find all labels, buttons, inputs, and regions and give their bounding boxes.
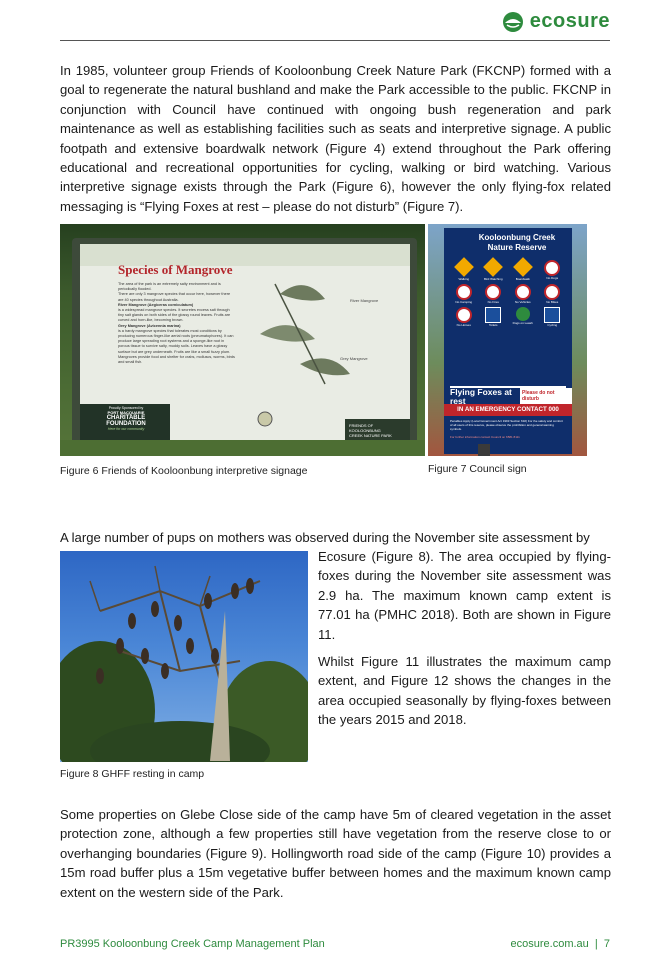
final-paragraph-block xyxy=(60,805,611,902)
funder-line: PORT MACQUARIE xyxy=(107,410,145,415)
boardwalk-icon: Boardwalk xyxy=(509,260,537,281)
toilets-icon: Toilets xyxy=(480,307,508,327)
sign-title: Species of Mangrove xyxy=(118,262,233,277)
para2-line: Ecosure (Figure 8). The area occupied by flying- xyxy=(318,549,611,564)
figure8-photo xyxy=(60,551,308,762)
friends-line: KOOLOONBUNG xyxy=(349,428,381,433)
flying-foxes-at-rest: Flying Foxes at rest xyxy=(450,387,512,406)
please-do-not-disturb: Please do not disturb xyxy=(522,390,555,402)
no-fires-icon: No Fires xyxy=(480,284,508,304)
header-divider xyxy=(60,40,610,41)
cycling-icon: Cycling xyxy=(539,307,567,327)
logo-text: ecosure xyxy=(529,10,610,32)
funder-line: FOUNDATION xyxy=(106,421,146,427)
dogs-on-leash-icon: Dogs on Leash xyxy=(509,307,537,327)
no-dogs-icon: No Dogs xyxy=(539,260,567,281)
emergency-contact: IN AN EMERGENCY CONTACT 000 xyxy=(457,406,559,413)
council-icon-grid xyxy=(450,260,566,327)
friends-line: CREEK NATURE PARK xyxy=(349,433,392,438)
para2-line: 2.9 ha. The maximum known camp extent is xyxy=(318,587,611,603)
para3-line: the years 2015 and 2018. xyxy=(318,712,467,728)
sign-line: The area of the park is an extremely salty environment and is periodically flooded. xyxy=(118,282,221,292)
council-title-line: Kooloonbung Creek xyxy=(478,233,556,242)
ecosure-leaf-icon xyxy=(502,11,524,33)
friends-line: FRIENDS OF xyxy=(349,423,374,428)
intro-paragraph-block xyxy=(60,61,611,216)
para3-block xyxy=(318,652,611,730)
figure6-caption: Figure 6 Friends of Kooloonbung interpretive signage xyxy=(60,465,308,477)
sign-line: is a widespread mangrove species. It secretes excess salt through tiny salt glands on both sides of the glossy round leaves. Fruits are curved and horn-like, becoming brown. xyxy=(118,308,231,323)
bats-in-tree-illustration xyxy=(60,551,308,762)
no-bikes-icon: No Bikes xyxy=(539,284,567,304)
friends-block xyxy=(349,423,409,438)
label-grey-mangrove: Grey Mangrove xyxy=(340,356,368,361)
figure7-caption: Figure 7 Council sign xyxy=(428,463,527,475)
council-sign-title xyxy=(462,233,572,253)
figure8-caption: Figure 8 GHFF resting in camp xyxy=(60,768,205,780)
funder-line: CHARITABLE xyxy=(106,415,146,421)
no-camping-icon: No Camping xyxy=(450,284,478,304)
no-horses-icon: No Horses xyxy=(450,307,478,327)
footer-page-info: ecosure.com.au | 7 xyxy=(510,938,610,950)
figure7-photo xyxy=(428,224,587,456)
council-title-line: Nature Reserve xyxy=(487,243,547,252)
footer-document-title: PR3995 Kooloonbung Creek Camp Management Plan xyxy=(60,938,325,950)
para2-line-1: A large number of pups on mothers was observed during the November site assessment by xyxy=(60,530,590,545)
para2-line: foxes during the November site assessment was xyxy=(318,568,611,584)
bird-watching-icon: Bird Watching xyxy=(480,260,508,281)
figure6-photo xyxy=(60,224,425,456)
sign-line: Grey Mangrove (Avicennia marina) xyxy=(118,323,181,328)
para3-line: area occupied seasonally by flying-foxes between xyxy=(318,692,611,708)
label-river-mangrove: River Mangrove xyxy=(350,298,379,303)
para3-line: extent, and Figure 12 shows the changes in the xyxy=(318,673,611,689)
further-info-text: For further information contact Council on 6581 8111 xyxy=(450,435,520,439)
para2-first-line-block xyxy=(60,528,611,547)
ecosure-logo xyxy=(502,10,610,33)
intro-paragraph: In 1985, volunteer group Friends of Kooloonbung Creek Nature Park (FKCNP) formed with a goal to regenerate the natural bushland and make the Park accessible to the public. FKCNP in conjunction with Council have continued with ongoing bush regeneration and park maintenance as well as establishing facilities such as seats and interpretive signage. A public footpath and extensive boardwalk network (Figure 4) extend throughout the Park offering educational and recreational opportunities for cycling, walking or bird watching. Various interpretive signage exists through the Park (Figure 6), however the only flying-fox related messaging is “Flying Foxes at rest – please do not disturb” (Figure 7). xyxy=(60,63,611,214)
para3-line: Whilst Figure 11 illustrates the maximum camp xyxy=(318,654,611,669)
no-vehicles-icon: No Vehicles xyxy=(509,284,537,304)
sign-line: River Mangrove (Aegiceras corniculatum) xyxy=(118,302,194,307)
para2-line: 77.01 ha (PMHC 2018). Both are shown in Figure xyxy=(318,607,611,623)
walking-icon: Walking xyxy=(450,260,478,281)
sign-line: There are only 3 mangrove species that occur here, however there are 40 species throughout Australia. xyxy=(118,292,231,302)
penalties-text: Penalties Apply (Local Government Act 1993 Section 632) For the safety and comfort of all users of this reserve, please observe the prohibition and general warning symbols. xyxy=(450,419,563,431)
funder-tag: Here for our community xyxy=(107,427,145,431)
para2-line: 11. xyxy=(318,626,336,642)
sign-line: Mangroves provide food and shelter for crabs, molluscs, worms, birds and small fish. xyxy=(118,354,235,365)
sign-line: is a hardy mangrove species that tolerates most conditions by producing numerous finger-like aerial roots (pneumatophores). It can produce large spreading root systems and a sponge-like root in porous tissue to survive salty, muddy soils. Leaves have a glossy surface but are grey underneath. Fruits are like a small fuzzy plum. xyxy=(118,328,234,354)
funder-block xyxy=(84,406,168,431)
para2-wrap-block xyxy=(318,547,611,644)
funder-top: Proudly Sponsored by xyxy=(108,406,144,410)
sign-body-text xyxy=(118,282,236,365)
final-paragraph: Some properties on Glebe Close side of the camp have 5m of cleared vegetation in the asset protection zone, although a few properties still have vegetation from the reserve close to or overhanging boundaries (Figure 9). Hollingworth road side of the camp (Figure 10) provides a 15m road buffer plus a 15m vegetative buffer between homes and the maximum known camp extent on the western side of the Park. xyxy=(60,807,611,900)
